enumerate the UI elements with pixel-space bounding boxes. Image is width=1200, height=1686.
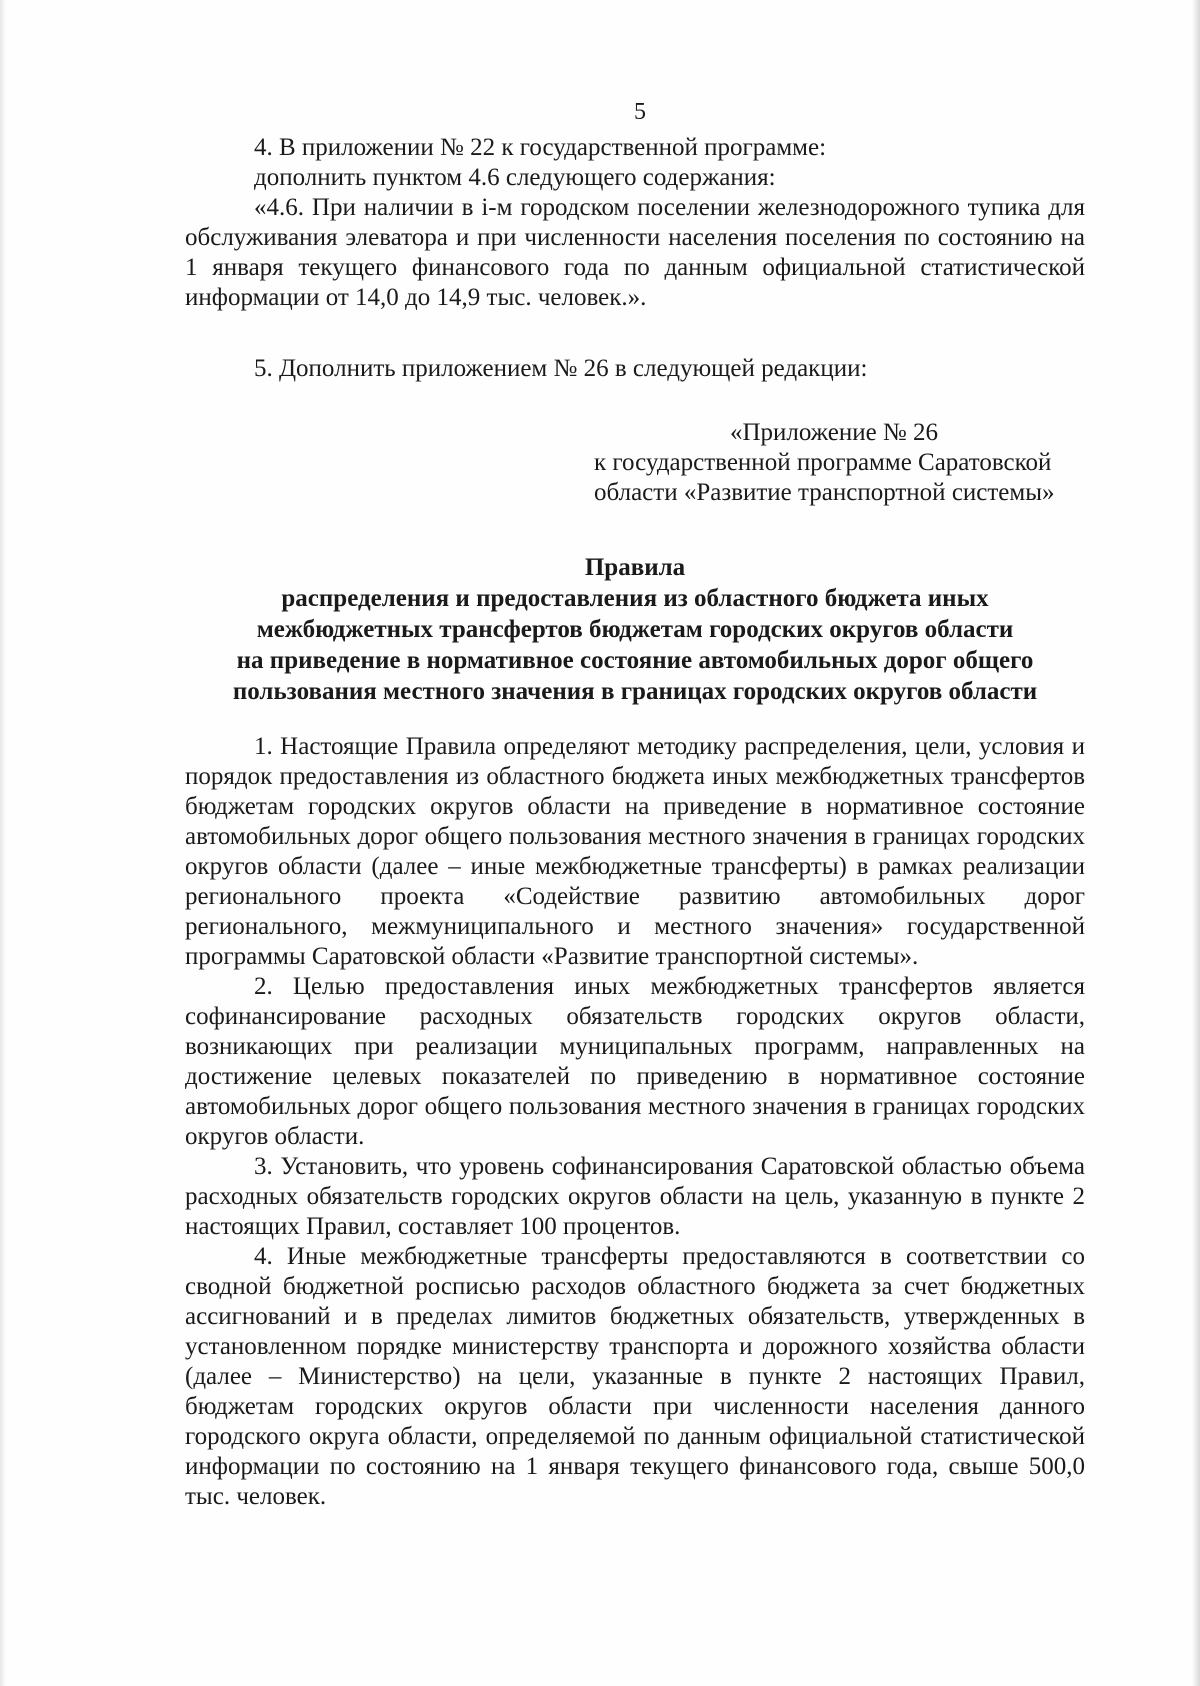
rules-heading: Правила [584,554,686,581]
rules-subtitle: распределения и предоставления из областного бюджета иных межбюджетных трансфертов бюджетам городских округов области на приведение в нормативное состояние автомобильных дорог общего пользования местного значения в границах городских округов области [232,585,1038,705]
body-paragraph-3: 3. Установить, что уровень софинансирования Саратовской областью объема расходных обязательств городских округов области на цель, указанную в пункте 2 настоящих Правил, составляет 100 процентов. [185,1153,1085,1240]
section-4-line-2: дополнить пунктом 4.6 следующего содержания: [254,164,776,191]
appendix-header [594,418,1094,508]
section-4-quote: «4.6. При наличии в i-м городском поселении железнодорожного тупика для обслуживания элеватора и при численности населения поселения по состоянию на 1 января текущего финансового года по данным официальной статистической информации от 14,0 до 14,9 тыс. человек.». [185,194,1085,311]
rules-body [185,732,1085,1512]
section-5-line: 5. Дополнить приложением № 26 в следующей редакции: [254,355,868,382]
body-paragraph-1: 1. Настоящие Правила определяют методику распределения, цели, условия и порядок предоставления из областного бюджета иных межбюджетных трансфертов бюджетам городских округов области на приведение в нормативное состояние автомобильных дорог общего пользования местного значения в границах городских округов области (далее – иные межбюджетные трансферты) в рамках реализации регионального проекта «Содействие развитию автомобильных дорог регионального, межмуниципального и местного значения» государственной программы Саратовской области «Развитие транспортной системы». [185,733,1085,970]
section-4-line-1: 4. В приложении № 22 к государственной программе: [254,134,827,161]
page-number: 5 [634,99,646,125]
section-5 [185,354,1085,384]
scan-edge-right [1192,0,1200,1686]
appendix-line-3: области «Развитие транспортной системы» [594,479,1055,506]
body-paragraph-4: 4. Иные межбюджетные трансферты предоставляются в соответствии со сводной бюджетной росписью расходов областного бюджета за счет бюджетных ассигнований и в пределах лимитов бюджетных обязательств, утвержденных в установленном порядке министерству транспорта и дорожного хозяйства области (далее – Министерство) на цели, указанные в пункте 2 настоящих Правил, бюджетам городских округов области при численности населения данного городского округа области, определяемой по данным официальной статистической информации по состоянию на 1 января текущего финансового года, свыше 500,0 тыс. человек. [185,1243,1085,1510]
rules-title [185,552,1085,707]
scan-edge-left [0,0,6,1686]
appendix-line-1: «Приложение № 26 [730,419,939,446]
body-paragraph-2: 2. Целью предоставления иных межбюджетных трансфертов является софинансирование расходных обязательств городских округов области, возникающих при реализации муниципальных программ, направленных на достижение целевых показателей по приведению в нормативное состояние автомобильных дорог общего пользования местного значения в границах городских округов области. [185,973,1085,1150]
section-4 [185,133,1085,313]
appendix-line-2: к государственной программе Саратовской [594,449,1052,476]
